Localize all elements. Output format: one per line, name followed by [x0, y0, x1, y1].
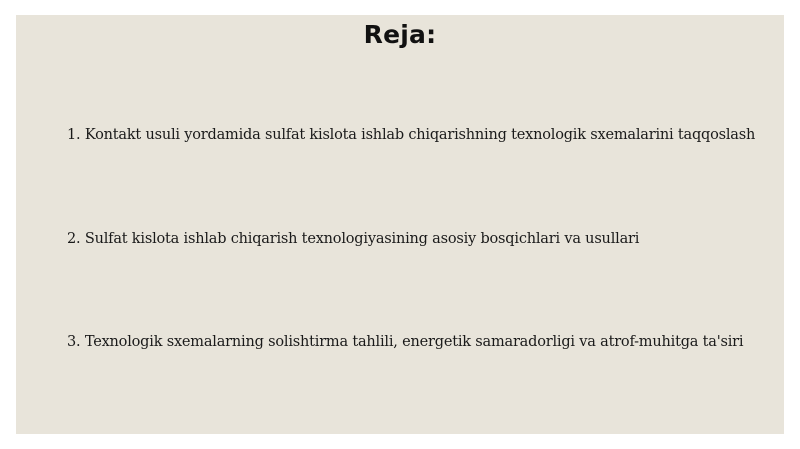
- plan-item-3: 3. Texnologik sxemalarning solishtirma tahlili, energetik samaradorligi va atrof-muhitga ta'siri: [67, 334, 744, 350]
- plan-item-2: 2. Sulfat kislota ishlab chiqarish texnologiyasining asosiy bosqichlari va usullari: [67, 231, 640, 247]
- slide: [16, 15, 784, 434]
- plan-item-1: 1. Kontakt usuli yordamida sulfat kislota ishlab chiqarishning texnologik sxemalarini taqqoslash: [67, 127, 756, 143]
- slide-title: Reja:: [363, 20, 437, 49]
